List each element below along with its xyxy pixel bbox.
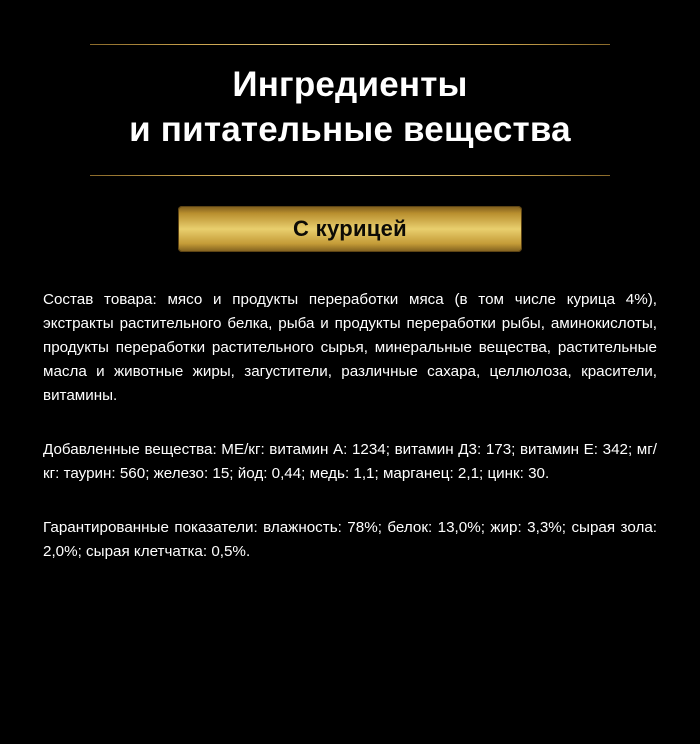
flavor-badge-container: [0, 206, 700, 252]
guaranteed-analysis-paragraph: Гарантированные показатели: влажность: 78%; белок: 13,0%; жир: 3,3%; сырая зола: 2,0%; сырая клетчатка: 0,5%.: [43, 518, 657, 560]
divider-bottom: [90, 175, 610, 176]
composition-paragraph: Состав товара: мясо и продукты переработки мяса (в том числе курица 4%), экстракты растительного белка, рыба и продукты переработки рыбы, аминокислоты, продукты переработки растительного сырья, минеральные вещества, растительные масла и животные жиры, загустители, различные сахара, целлюлоза, красители, витамины.: [43, 290, 657, 404]
page-title-line-2: и питательные вещества: [129, 109, 571, 149]
flavor-badge: [178, 206, 522, 252]
page-title-line-1: Ингредиенты: [232, 65, 468, 104]
flavor-badge-label: С курицей: [293, 215, 407, 241]
page-title: [0, 45, 700, 153]
additives-paragraph: Добавленные вещества: МЕ/кг: витамин А: 1234; витамин Д3: 173; витамин Е: 342; мг/кг: таурин: 560; железо: 15; йод: 0,44; медь: 1,1; марганец: 2,1; цинк: 30.: [43, 440, 657, 482]
ingredients-page: [0, 44, 700, 744]
content-body: [43, 252, 657, 564]
